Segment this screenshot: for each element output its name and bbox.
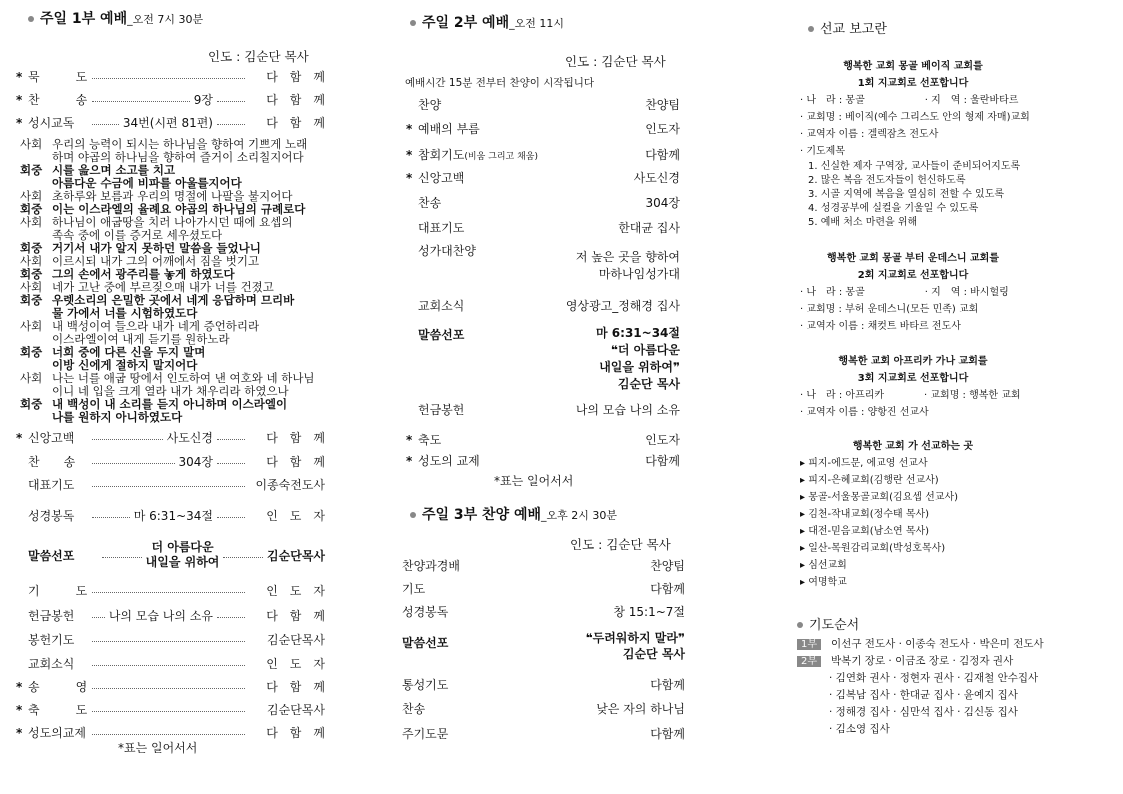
order-left: [406, 96, 441, 113]
sermon-title-line2: 내일을 위하여: [145, 555, 220, 569]
mission3-title: 행복한 교회 아프리카 가나 교회를: [838, 356, 988, 367]
order-right: 다함께: [650, 727, 685, 741]
order-star: *: [406, 148, 413, 162]
mission-line: · 교역자 이름 : 채컷트 바타르 전도사: [800, 321, 961, 332]
order-label: 성경봉독: [402, 605, 449, 619]
order-left: [406, 401, 464, 418]
order-label-note: (비움 그리고 채움): [464, 152, 538, 162]
order-row: [406, 120, 680, 137]
responsive-reading: [20, 138, 315, 424]
order-row: [406, 431, 680, 448]
order-left: [402, 700, 425, 717]
order-row: [16, 429, 325, 446]
reading-speaker: 사회: [20, 189, 43, 203]
mission-line: ▸ 심선교회: [800, 560, 847, 571]
mission-line: · 김소영 집사: [829, 723, 890, 735]
dotted-leader: [217, 101, 245, 102]
order-star: *: [16, 92, 23, 107]
mission-block-4: [800, 438, 1026, 591]
reading-text: 이니 네 입을 크게 열라 내가 채우리라 하였으나: [52, 384, 289, 398]
mission-line: · 정해경 집사 · 심만석 집사 · 김신동 집사: [829, 706, 1018, 718]
reading-text: 이르시되 내가 그의 어깨에서 짐을 벗기고: [52, 254, 260, 268]
order-left: [406, 194, 441, 211]
order-row: [16, 476, 325, 493]
reading-speaker: 사회: [20, 215, 43, 229]
order-row: [406, 146, 680, 163]
order-item: 304장: [178, 455, 213, 469]
order-left: [406, 169, 464, 186]
mission1-title: 행복한 교회 몽골 베이직 교회를: [843, 61, 983, 72]
reading-speaker: 회중: [20, 202, 43, 216]
mission3-sub: 3회 지교회로 선포합니다: [857, 373, 969, 384]
order-right: 304장: [645, 196, 680, 210]
order-right: 다함께: [645, 148, 680, 162]
order-row: [16, 91, 325, 108]
order-left: [402, 557, 460, 574]
order-label: 성도의교제: [28, 726, 86, 740]
dotted-leader: [217, 124, 245, 125]
dotted-leader: [92, 78, 245, 79]
order-star: *: [16, 702, 23, 717]
reading-speaker: 사회: [20, 137, 43, 151]
dotted-leader: [92, 734, 245, 735]
service1-header: [28, 8, 203, 28]
sermon-preacher: 김순단목사: [267, 548, 326, 563]
reading-speaker: 사회: [20, 319, 43, 333]
service2-footnote: *표는 일어서서: [494, 474, 574, 488]
dotted-leader: [92, 517, 130, 518]
reading-speaker: 회중: [20, 397, 43, 411]
order-person: 김순단목사: [267, 633, 325, 647]
order-item: 나의 모습 나의 소유: [108, 609, 213, 623]
order-right: 다함께: [650, 582, 685, 596]
service1-footnote: *표는 일어서서: [118, 741, 198, 755]
service3-header: [410, 504, 617, 524]
reading-speaker: 회중: [20, 163, 43, 177]
dotted-leader: [92, 592, 245, 593]
mission-line: ▸ 피지-에드문, 에교영 선교사: [800, 458, 928, 469]
mission-block-3: [800, 353, 1026, 421]
order-row: [16, 68, 325, 85]
sermon2-title-line2: 내일을 위하여❞: [599, 360, 680, 374]
sermon3-title: ❝두려워하지 말라❞: [585, 631, 685, 645]
order-row: [406, 401, 680, 418]
order-label: 성시교독: [28, 116, 75, 130]
order-label: 찬 송: [28, 93, 88, 107]
mission-line: 3. 시골 지역에 복음을 열심히 전할 수 있도록: [808, 189, 1005, 200]
mission-line: ▸ 여명학교: [800, 577, 847, 588]
reading-text: 족속 중에 이를 증거로 세우셨도다: [52, 228, 223, 242]
mission-block-1: [800, 58, 1030, 230]
order-star: *: [16, 69, 23, 84]
mission-line: · 기도제목: [800, 146, 845, 157]
order-label: 찬양: [418, 98, 442, 112]
reading-text: 하나님이 애굽땅을 치러 나아가시던 때에 요셉의: [52, 215, 293, 229]
order-person: 다 함 께: [266, 70, 325, 84]
mission-line: · 교역자 이름 : 겔렉잠츠 전도사: [800, 129, 939, 140]
mission-line: · 교회명 : 베이직(예수 그리스도 안의 형제 자매)교회: [800, 112, 1030, 123]
order-star: *: [406, 454, 413, 468]
bullet-dot-icon: [410, 20, 416, 26]
service2-notice: 예배시간 15분 전부터 찬양이 시작됩니다: [405, 77, 594, 89]
order-label: 참회기도: [418, 148, 465, 162]
service3-title: 주일 3부 찬양 예배: [422, 507, 542, 523]
reading-text: 그의 손에서 광주리를 놓게 하였도다: [52, 267, 235, 281]
mission-line: · 교회명 : 부허 운데스니(모든 민족) 교회: [800, 304, 979, 315]
reading-text: 이는 이스라엘의 율례요 야곱의 하나님의 규례로다: [52, 202, 306, 216]
dotted-leader: [92, 711, 245, 712]
order-star: *: [406, 171, 413, 185]
order-label: 봉헌기도: [28, 633, 75, 647]
sermon2-title-line1: ❝더 아름다운: [610, 343, 680, 357]
order-row: [402, 700, 685, 717]
order-person: 다 함 께: [266, 455, 325, 469]
order-left: [406, 452, 480, 469]
order-label: 헌금봉헌: [418, 403, 465, 417]
reading-text: 물 가에서 너를 시험하였도다: [52, 306, 198, 320]
order-label: 대표기도: [418, 221, 465, 235]
reading-text: 너희 중에 다른 신을 두지 말며: [52, 345, 206, 359]
order-star: *: [16, 725, 23, 740]
news-right: 영상광고_정해경 집사: [565, 299, 680, 313]
order-label: 신앙고백: [28, 431, 75, 445]
reading-speaker: 회중: [20, 267, 43, 281]
sermon2-label: 말씀선포: [418, 328, 465, 342]
prayer-tag-2: 2부: [797, 656, 821, 667]
dotted-leader: [92, 101, 190, 102]
mission-line: 2. 많은 복음 전도자들이 헌신하도록: [808, 175, 966, 186]
order-label: 성경봉독: [28, 509, 75, 523]
reading-speaker: 사회: [20, 280, 43, 294]
order-left: [402, 603, 448, 620]
reading-text: 이스라엘이여 내게 듣기를 원하노라: [52, 332, 230, 346]
sermon2-block: [560, 325, 680, 393]
order-label: 축 도: [28, 703, 88, 717]
reading-text: 네가 고난 중에 부르짖으매 내가 너를 건졌고: [52, 280, 274, 294]
reading-line: [20, 411, 315, 424]
order-person: 다 함 께: [266, 680, 325, 694]
order-row: [402, 557, 685, 574]
order-label: 송 영: [28, 680, 88, 694]
order-right: 나의 모습 나의 소유: [575, 403, 680, 417]
sermon2-preacher: 김순단 목사: [617, 377, 680, 391]
mission-line: 4. 성경공부에 실컬을 기울일 수 있도록: [808, 203, 979, 214]
mission-header: [808, 18, 887, 37]
order-person: 인 도 자: [266, 509, 325, 523]
mission-line: 5. 예배 처소 마련을 위해: [808, 217, 918, 228]
bullet-dot-icon: [410, 512, 416, 518]
service2-title: 주일 2부 예배: [422, 15, 510, 31]
reading-text: 시를 읊으며 소고를 치고: [52, 163, 176, 177]
reading-text: 내 백성이여 들으라 내가 네게 증언하리라: [52, 319, 260, 333]
service3-leader: 인도 : 김순단 목사: [570, 537, 671, 552]
sermon-title: [146, 540, 220, 570]
order-row: [16, 582, 325, 599]
mission-line: · 나 라 : 몽골 · 지 역 : 바시헐링: [800, 287, 1009, 298]
order-star: *: [406, 433, 413, 447]
order-label: 신앙고백: [418, 171, 465, 185]
order-label: 찬송: [418, 196, 442, 210]
order-right: 인도자: [645, 122, 680, 136]
reading-speaker: 회중: [20, 293, 43, 307]
mission-line: · 교역자 이름 : 양항진 선교사: [800, 407, 929, 418]
prayer-header: [797, 614, 859, 633]
order-row: [406, 219, 680, 236]
mission-title: 선교 보고란: [820, 22, 887, 37]
order-left: [406, 431, 441, 448]
order-row: [402, 725, 685, 742]
order-row: [16, 507, 325, 524]
order-label: 축도: [418, 433, 442, 447]
order-right: 인도자: [645, 433, 680, 447]
sermon-label: 말씀선포: [28, 548, 75, 563]
order-left: [402, 580, 425, 597]
order-person: 이종숙전도사: [255, 478, 325, 492]
mission1-sub: 1회 지교회로 선포합니다: [857, 78, 969, 89]
prayer-line-1: 이선구 전도사 · 이종숙 전도사 · 박은미 전도사: [831, 638, 1044, 650]
bullet-dot-icon: [797, 622, 803, 628]
service3-time: _오후 2시 30분: [541, 509, 618, 522]
dotted-leader: [92, 641, 245, 642]
mission-line: · 나 라 : 아프리카 · 교회명 : 행복한 교회: [800, 390, 1021, 401]
order-row: [16, 114, 325, 131]
order-person: 다 함 께: [266, 726, 325, 740]
order-label: 대표기도: [28, 478, 75, 492]
order-right: 사도신경: [633, 171, 680, 185]
bullet-dot-icon: [28, 16, 34, 22]
order-person: 인 도 자: [266, 584, 325, 598]
service1-leader: 인도 : 김순단 목사: [208, 49, 309, 64]
order-label: 묵 도: [28, 70, 88, 84]
service2-header: [410, 12, 564, 32]
order-right: 다함께: [645, 454, 680, 468]
order-row: [406, 194, 680, 211]
order-label: 통성기도: [402, 678, 449, 692]
prayer-list: [797, 636, 1044, 738]
prayer-title: 기도순서: [809, 618, 860, 633]
dotted-leader: [92, 688, 245, 689]
mission2-sub: 2회 지교회로 선포합니다: [857, 270, 969, 281]
order-person: 김순단목사: [267, 703, 325, 717]
order-item: 34번(시편 81편): [122, 116, 213, 130]
order-label: 기도: [402, 582, 426, 596]
mission-line: ▸ 일산-목원감리교회(박성호목사): [800, 543, 946, 554]
order-row: [16, 631, 325, 648]
reading-text: 우리의 능력이 되시는 하나님을 향하여 기쁘게 노래: [52, 137, 308, 151]
order-row: [402, 580, 685, 597]
order-label: 예배의 부름: [418, 122, 480, 136]
order-label: 기 도: [28, 584, 88, 598]
order-label: 찬송: [402, 702, 426, 716]
sermon3-preacher: 김순단 목사: [622, 647, 685, 661]
dotted-leader: [92, 617, 105, 618]
sermon3-block: [540, 630, 685, 662]
order-row: [16, 701, 325, 718]
dotted-leader: [92, 665, 245, 666]
order-person: 다 함 께: [266, 431, 325, 445]
order-item: 9장: [193, 93, 213, 107]
reading-text: 우렛소리의 은밀한 곳에서 네게 응답하며 므리바: [52, 293, 295, 307]
order-person: 인 도 자: [266, 657, 325, 671]
order-row: [402, 603, 685, 620]
dotted-leader: [217, 439, 245, 440]
order-label: 성도의 교제: [418, 454, 480, 468]
order-person: 다 함 께: [266, 93, 325, 107]
order-left: [406, 219, 464, 236]
reading-text: 이방 신에게 절하지 말지어다: [52, 358, 198, 372]
dotted-leader: [92, 463, 175, 464]
sermon2-passage: 마 6:31~34절: [596, 326, 680, 340]
order-right: 찬양팀: [645, 98, 680, 112]
order-left: [406, 120, 480, 137]
order-item: 사도신경: [166, 431, 213, 445]
bullet-dot-icon: [808, 26, 814, 32]
order-right: 다함께: [650, 678, 685, 692]
mission4-title: 행복한 교회 가 선교하는 곳: [852, 441, 974, 452]
order-right: 창 15:1~7절: [613, 605, 685, 619]
reading-text: 아름다운 수금에 비파를 아울를지어다: [52, 176, 242, 190]
mission-block-2: [800, 250, 1026, 335]
dotted-leader: [92, 486, 245, 487]
order-label: 찬 송: [28, 455, 76, 469]
choir-name: 마하나임성가대: [598, 267, 680, 281]
mission-line: · 김복남 집사 · 한대균 집사 · 윤예지 집사: [829, 689, 1018, 701]
dotted-leader: [92, 124, 119, 125]
sermon-title-line1: 더 아름다운: [151, 540, 214, 554]
reading-text: 나는 너를 애굽 땅에서 인도하여 낸 여호와 네 하나님: [52, 371, 315, 385]
order-row: [16, 678, 325, 695]
order-left: [402, 676, 448, 693]
news-label: 교회소식: [418, 299, 465, 313]
order-label: 찬양과경배: [402, 559, 460, 573]
dotted-leader: [217, 517, 245, 518]
choir-song: 저 높은 곳을 향하여: [575, 250, 680, 264]
service1-sermon-row: [28, 540, 325, 570]
reading-text: 거기서 내가 알지 못하던 말씀을 들었나니: [52, 241, 261, 255]
prayer-line-2: 박복기 장로 · 이금조 장로 · 김정자 권사: [831, 655, 1014, 667]
choir-label: 성가대찬양: [418, 244, 476, 258]
order-star: *: [16, 679, 23, 694]
service2-time: _오전 11시: [509, 17, 564, 30]
service1-title: 주일 1부 예배: [40, 11, 128, 27]
order-left: [402, 725, 448, 742]
order-row: [16, 655, 325, 672]
mission-line: · 김연화 권사 · 정현자 권사 · 김재철 안수집사: [829, 672, 1039, 684]
order-star: *: [16, 430, 23, 445]
order-row: [402, 676, 685, 693]
mission2-title: 행복한 교회 몽골 부터 운데스니 교회를: [827, 253, 999, 264]
dotted-leader: [92, 439, 163, 440]
order-item: 마 6:31~34절: [133, 509, 213, 523]
order-star: *: [16, 115, 23, 130]
dotted-leader: [217, 617, 245, 618]
dotted-leader: [217, 463, 245, 464]
reading-text: 나를 원하지 아니하였도다: [52, 410, 183, 424]
mission-line: 1. 신실한 제자 구역장, 교사들이 준비되어지도록: [808, 161, 1021, 172]
order-left: [406, 146, 538, 163]
order-right: 찬양팀: [650, 559, 685, 573]
order-row: [406, 452, 680, 469]
mission-line: ▸ 대전-믿음교회(남소연 목사): [800, 526, 930, 537]
order-person: 다 함 께: [266, 609, 325, 623]
mission-line: ▸ 피지-은혜교회(김행란 선교사): [800, 475, 939, 486]
reading-text: 하며 야곱의 하나님을 향하여 즐거이 소리칠지어다: [52, 150, 304, 164]
prayer-tag-1: 1부: [797, 639, 821, 650]
reading-speaker: 회중: [20, 345, 43, 359]
order-label: 헌금봉헌: [28, 609, 75, 623]
order-row: [16, 453, 325, 470]
reading-text: 내 백성이 내 소리를 듣지 아니하며 이스라엘이: [52, 397, 288, 411]
order-star: *: [406, 122, 413, 136]
service2-leader: 인도 : 김순단 목사: [565, 54, 666, 69]
order-row: [406, 169, 680, 186]
service1-time: _오전 7시 30분: [127, 13, 204, 26]
order-label: 주기도문: [402, 727, 449, 741]
mission-line: ▸ 몽골-서울몽골교회(김요셉 선교사): [800, 492, 959, 503]
sermon3-label: 말씀선포: [402, 636, 449, 650]
mission-line: ▸ 김천-작내교회(정수태 목사): [800, 509, 930, 520]
reading-speaker: 회중: [20, 241, 43, 255]
order-row: [406, 96, 680, 113]
order-label: 교회소식: [28, 657, 75, 671]
mission-line: · 나 라 : 몽골 · 지 역 : 울란바타르: [800, 95, 1019, 106]
reading-speaker: 사회: [20, 371, 43, 385]
order-right: 한대균 집사: [618, 221, 680, 235]
order-person: 다 함 께: [266, 116, 325, 130]
reading-speaker: 사회: [20, 254, 43, 268]
order-row: [16, 607, 325, 624]
reading-text: 초하루와 보름과 우리의 명절에 나팔을 불지어다: [52, 189, 293, 203]
order-right: 낮은 자의 하나님: [596, 702, 685, 716]
